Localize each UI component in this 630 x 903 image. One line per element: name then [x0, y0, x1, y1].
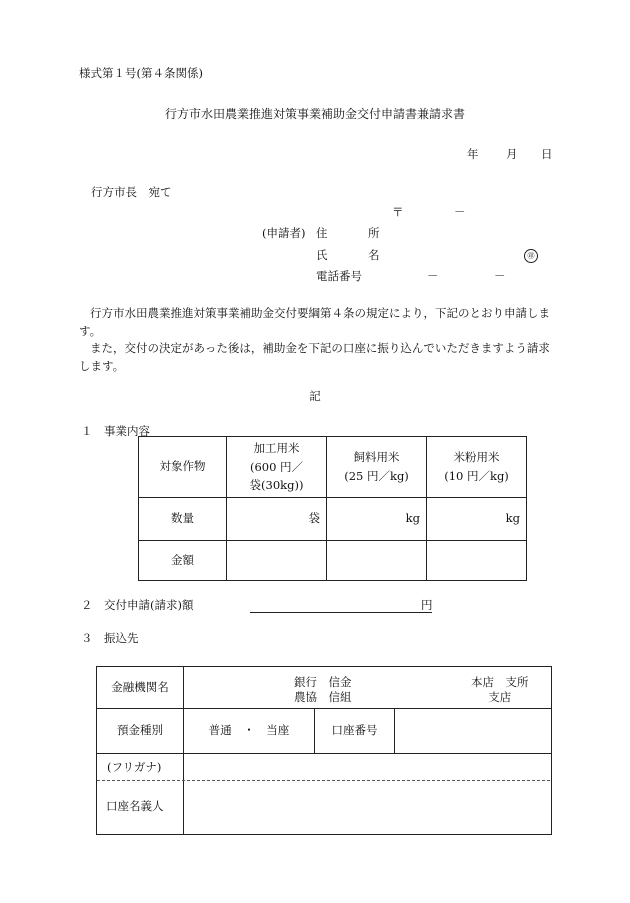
- phone-dash-1: －: [427, 269, 439, 283]
- amount-feed-cell[interactable]: [327, 541, 427, 581]
- body-paragraph-1: 行方市水田農業推進対策事業補助金交付要綱第４条の規定により，下記のとおり申請します。: [79, 306, 550, 338]
- section2-number: ２: [81, 598, 93, 612]
- section1-number: １: [81, 424, 93, 438]
- address-label-2: 所: [368, 226, 380, 240]
- bank-name-label: 金融機関名: [97, 667, 184, 709]
- deposit-row: [97, 709, 552, 754]
- amount-flour-cell[interactable]: [427, 541, 527, 581]
- col-processed-rice: 加工用米 (600 円／ 袋(30kg)): [227, 437, 327, 498]
- date-year: 年: [467, 147, 479, 161]
- quantity-flour-cell[interactable]: kg: [427, 498, 527, 541]
- applicant-label: (申請者): [262, 226, 306, 240]
- quantity-row: [139, 498, 527, 541]
- amount-unit: 円: [421, 598, 433, 612]
- col-feed-rice: 飼料用米 (25 円／kg): [327, 437, 427, 498]
- form-number: 様式第１号(第４条関係): [79, 66, 203, 80]
- amount-label: 金額: [139, 541, 227, 581]
- deposit-type-options[interactable]: 普通 ・ 当座: [184, 709, 315, 754]
- account-number-label: 口座番号: [315, 709, 395, 754]
- quantity-label: 数量: [139, 498, 227, 541]
- postal-mark: 〒: [392, 205, 404, 219]
- address-label-1: 住: [316, 226, 328, 240]
- account-holder-cell[interactable]: [184, 754, 552, 835]
- crop-header: 対象作物: [139, 437, 227, 498]
- bank-transfer-table: [96, 666, 552, 835]
- amount-processed-cell[interactable]: [227, 541, 327, 581]
- col-flour-rice: 米粉用米 (10 円／kg): [427, 437, 527, 498]
- branch-type-options: 本店 支所 支店: [471, 675, 529, 704]
- account-number-cell[interactable]: [395, 709, 552, 754]
- section2-title: 交付申請(請求)額: [104, 598, 194, 612]
- section1-title: 事業内容: [104, 424, 150, 438]
- deposit-type-label: 預金種別: [97, 709, 184, 754]
- business-content-table: [138, 436, 527, 581]
- postal-dash: －: [454, 205, 466, 219]
- phone-label: 電話番号: [316, 269, 362, 283]
- quantity-feed-cell[interactable]: kg: [327, 498, 427, 541]
- account-holder-label: 口座名義人: [106, 799, 164, 813]
- furigana-label: (フリガナ): [107, 760, 162, 774]
- holder-row: [97, 754, 552, 835]
- bank-row: [97, 667, 552, 709]
- date-month: 月: [506, 147, 518, 161]
- quantity-processed-cell[interactable]: 袋: [227, 498, 327, 541]
- holder-label-cell: [97, 754, 184, 835]
- section3-number: ３: [81, 631, 93, 645]
- page-title: 行方市水田農業推進対策事業補助金交付申請書兼請求書: [164, 107, 465, 121]
- amount-underline[interactable]: [250, 612, 432, 613]
- date-day: 日: [541, 147, 553, 161]
- name-label-2: 名: [368, 248, 380, 262]
- ki-heading: 記: [309, 389, 321, 403]
- seal-mark: ㊞: [524, 249, 538, 263]
- section3-title: 振込先: [104, 631, 139, 645]
- name-label-1: 氏: [316, 248, 328, 262]
- bank-type-options: 銀行 信金 農協 信組: [294, 675, 352, 704]
- table-header-row: [139, 437, 527, 498]
- phone-dash-2: －: [494, 269, 506, 283]
- furigana-divider: [97, 780, 550, 781]
- addressee: 行方市長 宛て: [91, 185, 172, 199]
- body-paragraph-2: また，交付の決定があった後は，補助金を下記の口座に振り込んでいただきますよう請求します。: [79, 341, 550, 373]
- amount-row: [139, 541, 527, 581]
- bank-name-cell[interactable]: [184, 667, 552, 709]
